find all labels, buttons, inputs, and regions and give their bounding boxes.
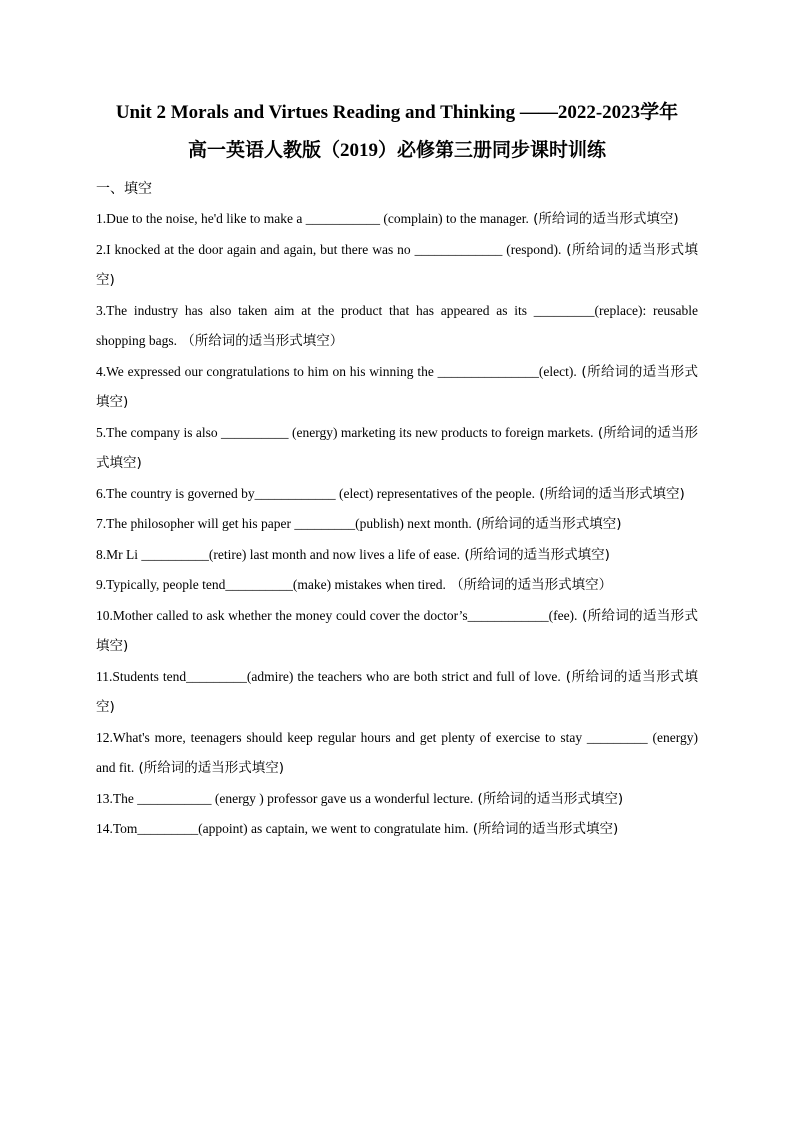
question-hint: (所给词的适当形式填空): [535, 485, 685, 502]
document-title-line-2: 高一英语人教版（2019）必修第三册同步课时训练: [187, 140, 606, 161]
question-item: [96, 479, 698, 510]
question-hint: (所给词的适当形式填空): [134, 760, 285, 776]
question-item: [96, 357, 698, 418]
question-hint: （所给词的适当形式填空）: [177, 333, 344, 349]
question-hint: (所给词的适当形式填空): [96, 424, 699, 471]
question-text: 10.Mother called to ask whether the money could cover the doctor’s____________(fee).: [96, 607, 578, 623]
question-text: 12.What's more, teenagers should keep regular hours and get plenty of exercise to stay _________ (energy) and fit.: [96, 729, 698, 775]
question-text: 5.The company is also __________ (energy) marketing its new products to foreign markets.: [96, 424, 594, 440]
question-item: [96, 784, 698, 815]
question-hint: (所给词的适当形式填空): [96, 607, 698, 654]
question-text: 7.The philosopher will get his paper _________(publish) next month.: [96, 516, 472, 531]
question-hint: (所给词的适当形式填空): [528, 211, 679, 227]
question-text: 8.Mr Li __________(retire) last month and now lives a life of ease.: [96, 546, 461, 562]
question-hint: (所给词的适当形式填空): [460, 546, 610, 563]
question-text: 3.The industry has also taken aim at the product that has appeared as its _________(replace): reusable shopping bags.: [96, 302, 698, 348]
question-hint: (所给词的适当形式填空): [468, 821, 619, 837]
question-item: [96, 235, 698, 296]
question-hint: (所给词的适当形式填空): [96, 668, 698, 715]
question-item: [96, 296, 698, 357]
question-item: [96, 540, 698, 571]
question-text: 14.Tom_________(appoint) as captain, we went to congratulate him.: [96, 821, 469, 836]
question-item: [96, 204, 698, 235]
question-item: [96, 509, 698, 540]
question-text: 6.The country is governed by____________ (elect) representatives of the people.: [96, 485, 535, 501]
question-text: 13.The ___________ (energy ) professor gave us a wonderful lecture.: [96, 790, 474, 806]
document-page: [96, 94, 698, 845]
question-list: [96, 204, 698, 845]
question-item: [96, 814, 698, 845]
question-hint: (所给词的适当形式填空): [96, 241, 698, 288]
question-text: 1.Due to the noise, he'd like to make a ___________ (complain) to the manager.: [96, 211, 529, 226]
question-hint: (所给词的适当形式填空): [96, 363, 698, 410]
question-item: [96, 418, 698, 479]
question-item: [96, 662, 698, 723]
question-item: [96, 723, 698, 784]
question-item: [96, 570, 698, 601]
question-hint: (所给词的适当形式填空): [471, 516, 622, 532]
question-hint: (所给词的适当形式填空): [473, 790, 624, 807]
question-text: 11.Students tend_________(admire) the teachers who are both strict and full of love.: [96, 668, 561, 684]
question-text: 4.We expressed our congratulations to him on his winning the _______________(elect).: [96, 363, 577, 379]
question-item: [96, 601, 698, 662]
question-text: 2.I knocked at the door again and again, but there was no _____________ (respond).: [96, 241, 562, 257]
question-text: 9.Typically, people tend__________(make) mistakes when tired.: [96, 577, 446, 592]
document-title-line-1: Unit 2 Morals and Virtues Reading and Thinking ——2022-2023学年: [115, 102, 679, 123]
section-heading: 一、填空: [96, 181, 152, 197]
question-hint: （所给词的适当形式填空）: [445, 577, 613, 593]
